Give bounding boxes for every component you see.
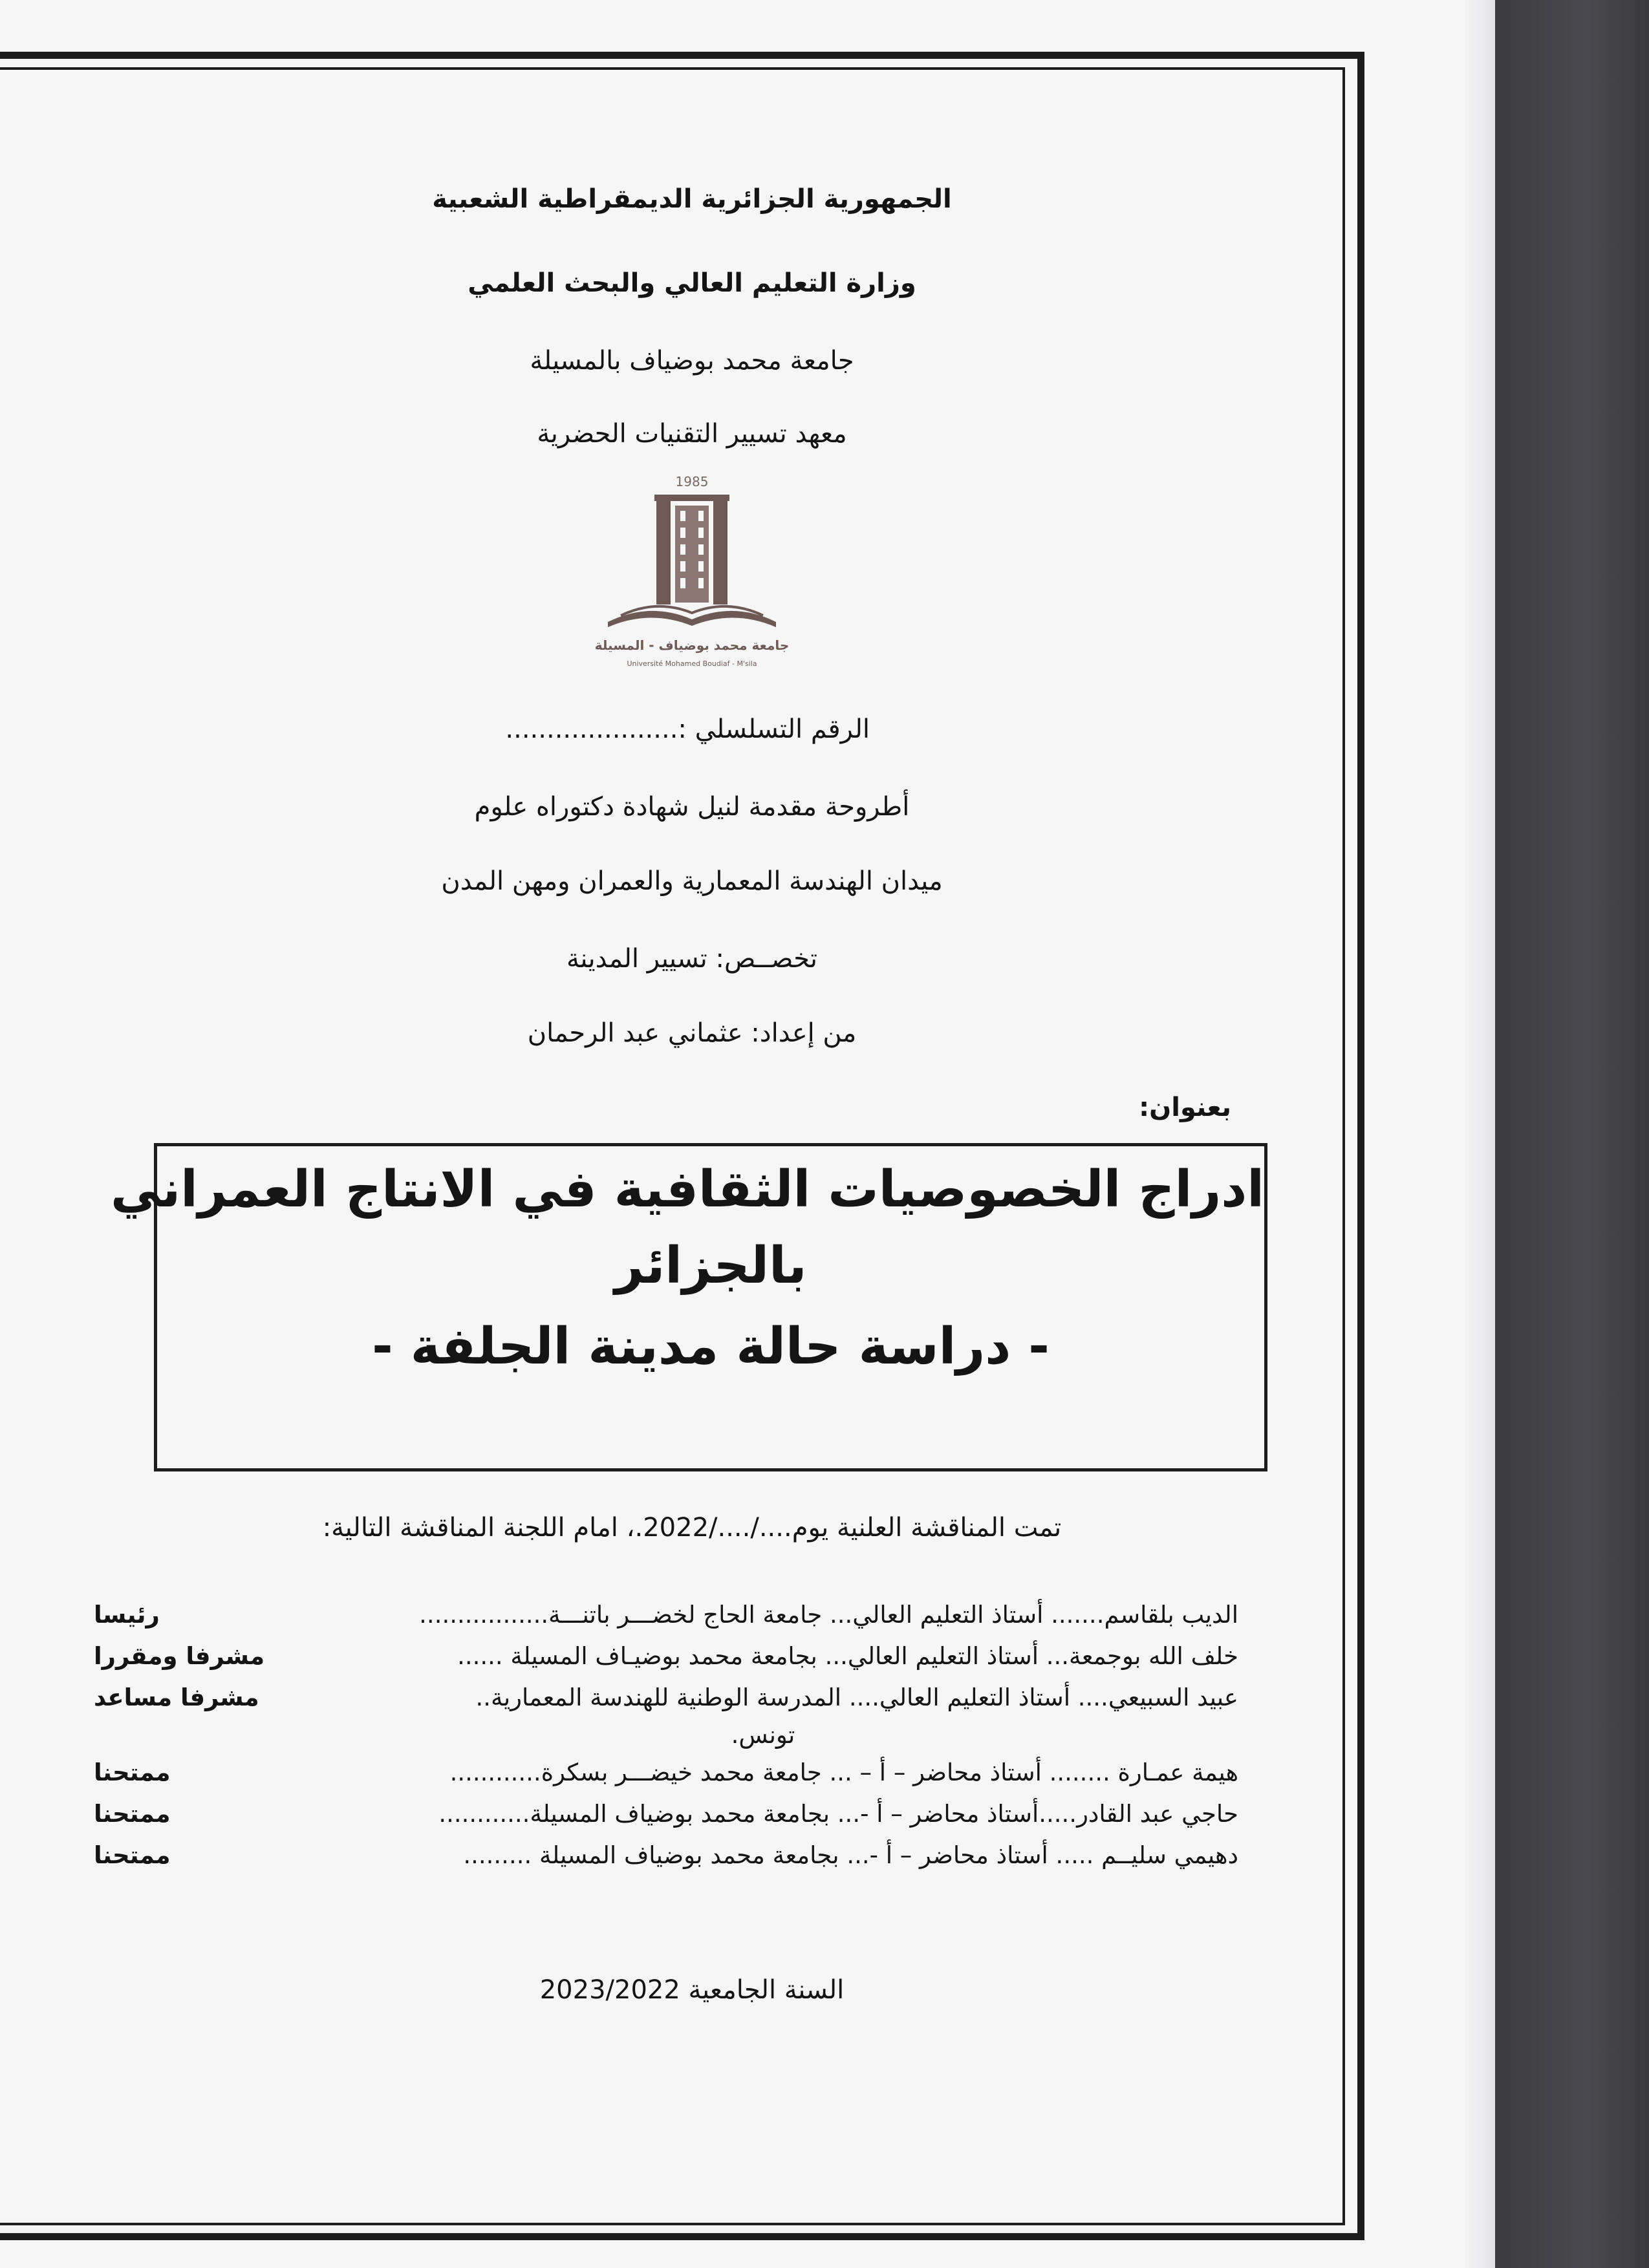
- academic-year: السنة الجامعية 2023/2022: [539, 1975, 845, 2005]
- thesis-field: ميدان الهندسة المعمارية والعمران ومهن المدن: [441, 866, 943, 896]
- committee-member: [94, 1676, 1238, 1718]
- thesis-title-line-2: بالجزائر: [614, 1237, 807, 1295]
- university-logo: [595, 472, 789, 679]
- member-role: ممتحنا: [94, 1841, 171, 1869]
- scan-fold-shadow: [1465, 0, 1497, 2268]
- thesis-title-line-3: - دراسة حالة مدينة الجلفة -: [372, 1318, 1050, 1376]
- thesis-specialty: تخصــص: تسيير المدينة: [566, 944, 818, 974]
- thesis-title-box: [110, 1143, 1267, 1471]
- member-details: عبيد السبيعي.... أستاذ التعليم العالي.... المدرسة الوطنية للهندسة المعمارية..: [475, 1683, 1238, 1711]
- ministry-heading: وزارة التعليم العالي والبحث العلمي: [468, 268, 916, 298]
- committee-list: [94, 1594, 1238, 1876]
- member-role: ممتحنا: [94, 1799, 171, 1828]
- member-role: مشرفا ومقررا: [94, 1642, 265, 1670]
- title-label: بعنوان:: [1139, 1093, 1231, 1122]
- university-name: جامعة محمد بوضياف بالمسيلة: [530, 346, 854, 376]
- republic-heading: الجمهورية الجزائرية الديمقراطية الشعبية: [432, 184, 952, 214]
- member-role: ممتحنا: [94, 1758, 171, 1786]
- member-role: رئيسا: [94, 1600, 160, 1629]
- member-details: حاجي عبد القادر.....أستاذ محاضر – أ -... بجامعة محمد بوضياف المسيلة............: [438, 1799, 1238, 1828]
- member-details: الديب بلقاسم....... أستاذ التعليم العالي... جامعة الحاج لخضـــر باتنـــة.................: [419, 1600, 1238, 1629]
- committee-member: [94, 1834, 1238, 1876]
- member-details-continuation: تونس.: [731, 1720, 795, 1749]
- thesis-degree: أطروحة مقدمة لنيل شهادة دكتوراه علوم: [474, 792, 910, 822]
- logo-year: 1985: [675, 474, 709, 489]
- committee-member: [94, 1793, 1238, 1834]
- member-role: مشرفا مساعد: [94, 1683, 259, 1711]
- member-details: هيمة عمـارة ........ أستاذ محاضر – أ – ... جامعة محمد خيضـــر بسكرة............: [449, 1758, 1238, 1786]
- member-details: خلف الله بوجمعة... أستاذ التعليم العالي... بجامعة محمد بوضيـاف المسيلة ......: [457, 1642, 1238, 1670]
- thesis-title-line-1: ادراج الخصوصيات الثقافية في الانتاج العمراني: [110, 1161, 1264, 1219]
- thesis-author: من إعداد: عثماني عبد الرحمان: [527, 1018, 857, 1048]
- defense-statement: تمت المناقشة العلنية يوم..../..../2022.، امام اللجنة المناقشة التالية:: [322, 1513, 1062, 1543]
- committee-member-continuation: [94, 1718, 1238, 1751]
- institute-name: معهد تسيير التقنيات الحضرية: [537, 419, 847, 449]
- scan-background-edge: [1495, 0, 1649, 2268]
- committee-member: [94, 1635, 1238, 1676]
- logo-french-name: Université Mohamed Boudiaf - M'sila: [627, 659, 757, 668]
- committee-member: [94, 1751, 1238, 1793]
- member-details: دهيمي سليــم ..... أستاذ محاضر – أ -... بجامعة محمد بوضياف المسيلة .........: [463, 1841, 1238, 1869]
- serial-number: الرقم التسلسلي :.....................: [505, 714, 870, 744]
- logo-arabic-name: جامعة محمد بوضياف - المسيلة: [595, 637, 789, 653]
- committee-member: [94, 1594, 1238, 1635]
